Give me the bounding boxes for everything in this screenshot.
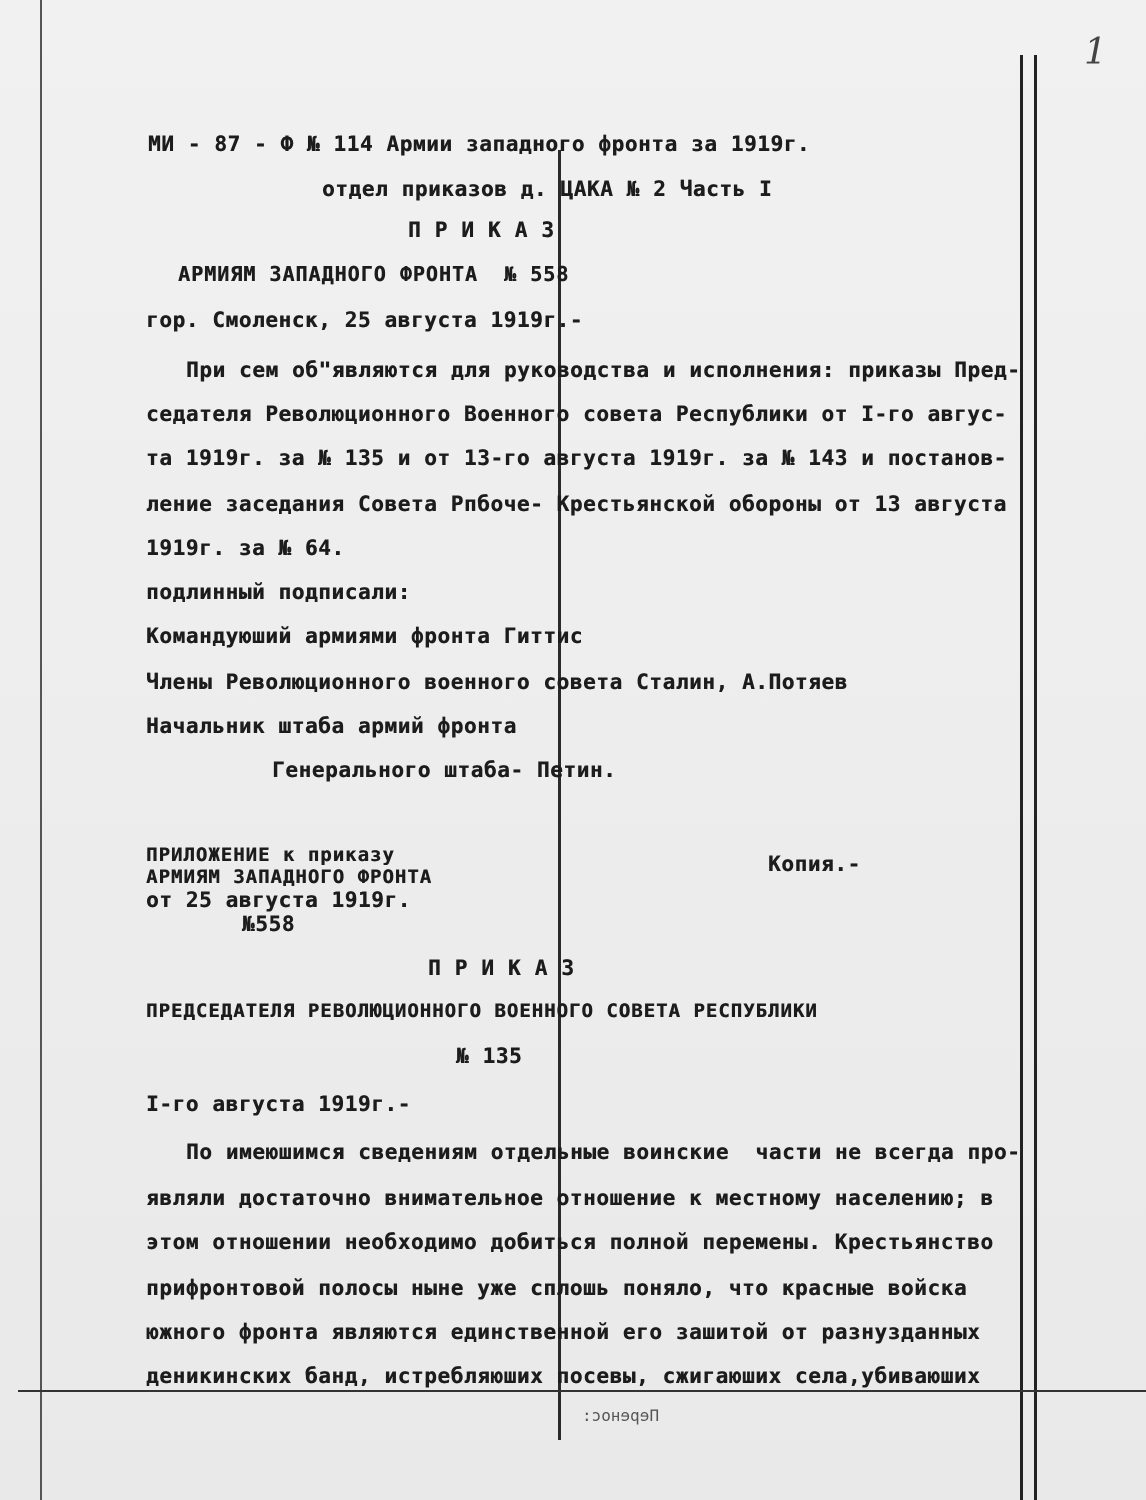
order1-signed-label: подлинный подписали: xyxy=(146,580,411,604)
order1-body-line: При сем об"являются для руководства и исполнения: приказы Пред- xyxy=(186,358,1021,382)
order2-heading: ПРИКАЗ xyxy=(428,956,588,980)
order2-number: № 135 xyxy=(456,1044,523,1068)
order1-body-line: седателя Революционного Военного совета Республики от I-го авгус- xyxy=(146,402,1007,426)
order2-body-line: являли достаточно внимательное отношение к местному населению; в xyxy=(146,1186,994,1210)
order1-issuer: АРМИЯМ ЗАПАДНОГО ФРОНТА № 558 xyxy=(178,262,570,286)
order1-place-date: гор. Смоленск, 25 августа 1919г.- xyxy=(146,308,584,332)
bottom-rule xyxy=(18,1390,1146,1392)
order2-body-line: южного фронта являются единственной его зашитой от разнузданных xyxy=(146,1320,981,1344)
right-margin-line-1 xyxy=(1020,55,1023,1500)
order1-body-line: 1919г. за № 64. xyxy=(146,536,345,560)
order1-body-line: та 1919г. за № 135 и от 13-го августа 1919г. за № 143 и постанов- xyxy=(146,446,1007,470)
appendix-line1: ПРИЛОЖЕНИЕ к приказу xyxy=(146,844,395,866)
order1-signatory: Члены Революционного военного совета Сталин, А.Потяев xyxy=(146,670,848,694)
order1-signatory: Командуюший армиями фронта Гиттис xyxy=(146,624,584,648)
order2-body-line: прифронтовой полосы ныне уже сплошь поняло, что красные войска xyxy=(146,1276,968,1300)
copy-mark: Копия.- xyxy=(768,852,861,876)
mirrored-footer-note: Перенос: xyxy=(582,1406,660,1425)
order2-issuer: ПРЕДСЕДАТЕЛЯ РЕВОЛЮЦИОННОГО ВОЕННОГО СОВЕТА РЕСПУБЛИКИ xyxy=(146,1000,818,1022)
archive-header-line2: отдел приказов д. ЦАКА № 2 Часть I xyxy=(322,177,773,201)
order2-body-line: этом отношении необходимо добиться полной перемены. Крестьянство xyxy=(146,1230,994,1254)
order1-signatory: Начальник штаба армий фронта xyxy=(146,714,517,738)
appendix-line2: АРМИЯМ ЗАПАДНОГО ФРОНТА xyxy=(146,866,433,888)
order1-body-line: ление заседания Совета Рпбоче- Крестьянской обороны от 13 августа xyxy=(146,492,1007,516)
left-margin-line xyxy=(40,0,42,1500)
appendix-line4: №558 xyxy=(242,912,295,936)
order1-signatory: Генерального штаба- Петин. xyxy=(272,758,617,782)
archive-header-line1: МИ - 87 - Ф № 114 Армии западного фронта за 1919г. xyxy=(148,132,811,156)
order2-body-line: По имеюшимся сведениям отдельные воинские части не всегда про- xyxy=(186,1140,1021,1164)
order2-date: I-го августа 1919г.- xyxy=(146,1092,411,1116)
order2-body-line: деникинских банд, истребляюших посевы, сжигаюших села,убиваюших xyxy=(146,1364,981,1388)
order1-heading: ПРИКАЗ xyxy=(408,218,568,242)
page-number: 1 xyxy=(1084,32,1107,73)
right-margin-line-2 xyxy=(1034,55,1037,1500)
appendix-line3: от 25 августа 1919г. xyxy=(146,888,411,912)
